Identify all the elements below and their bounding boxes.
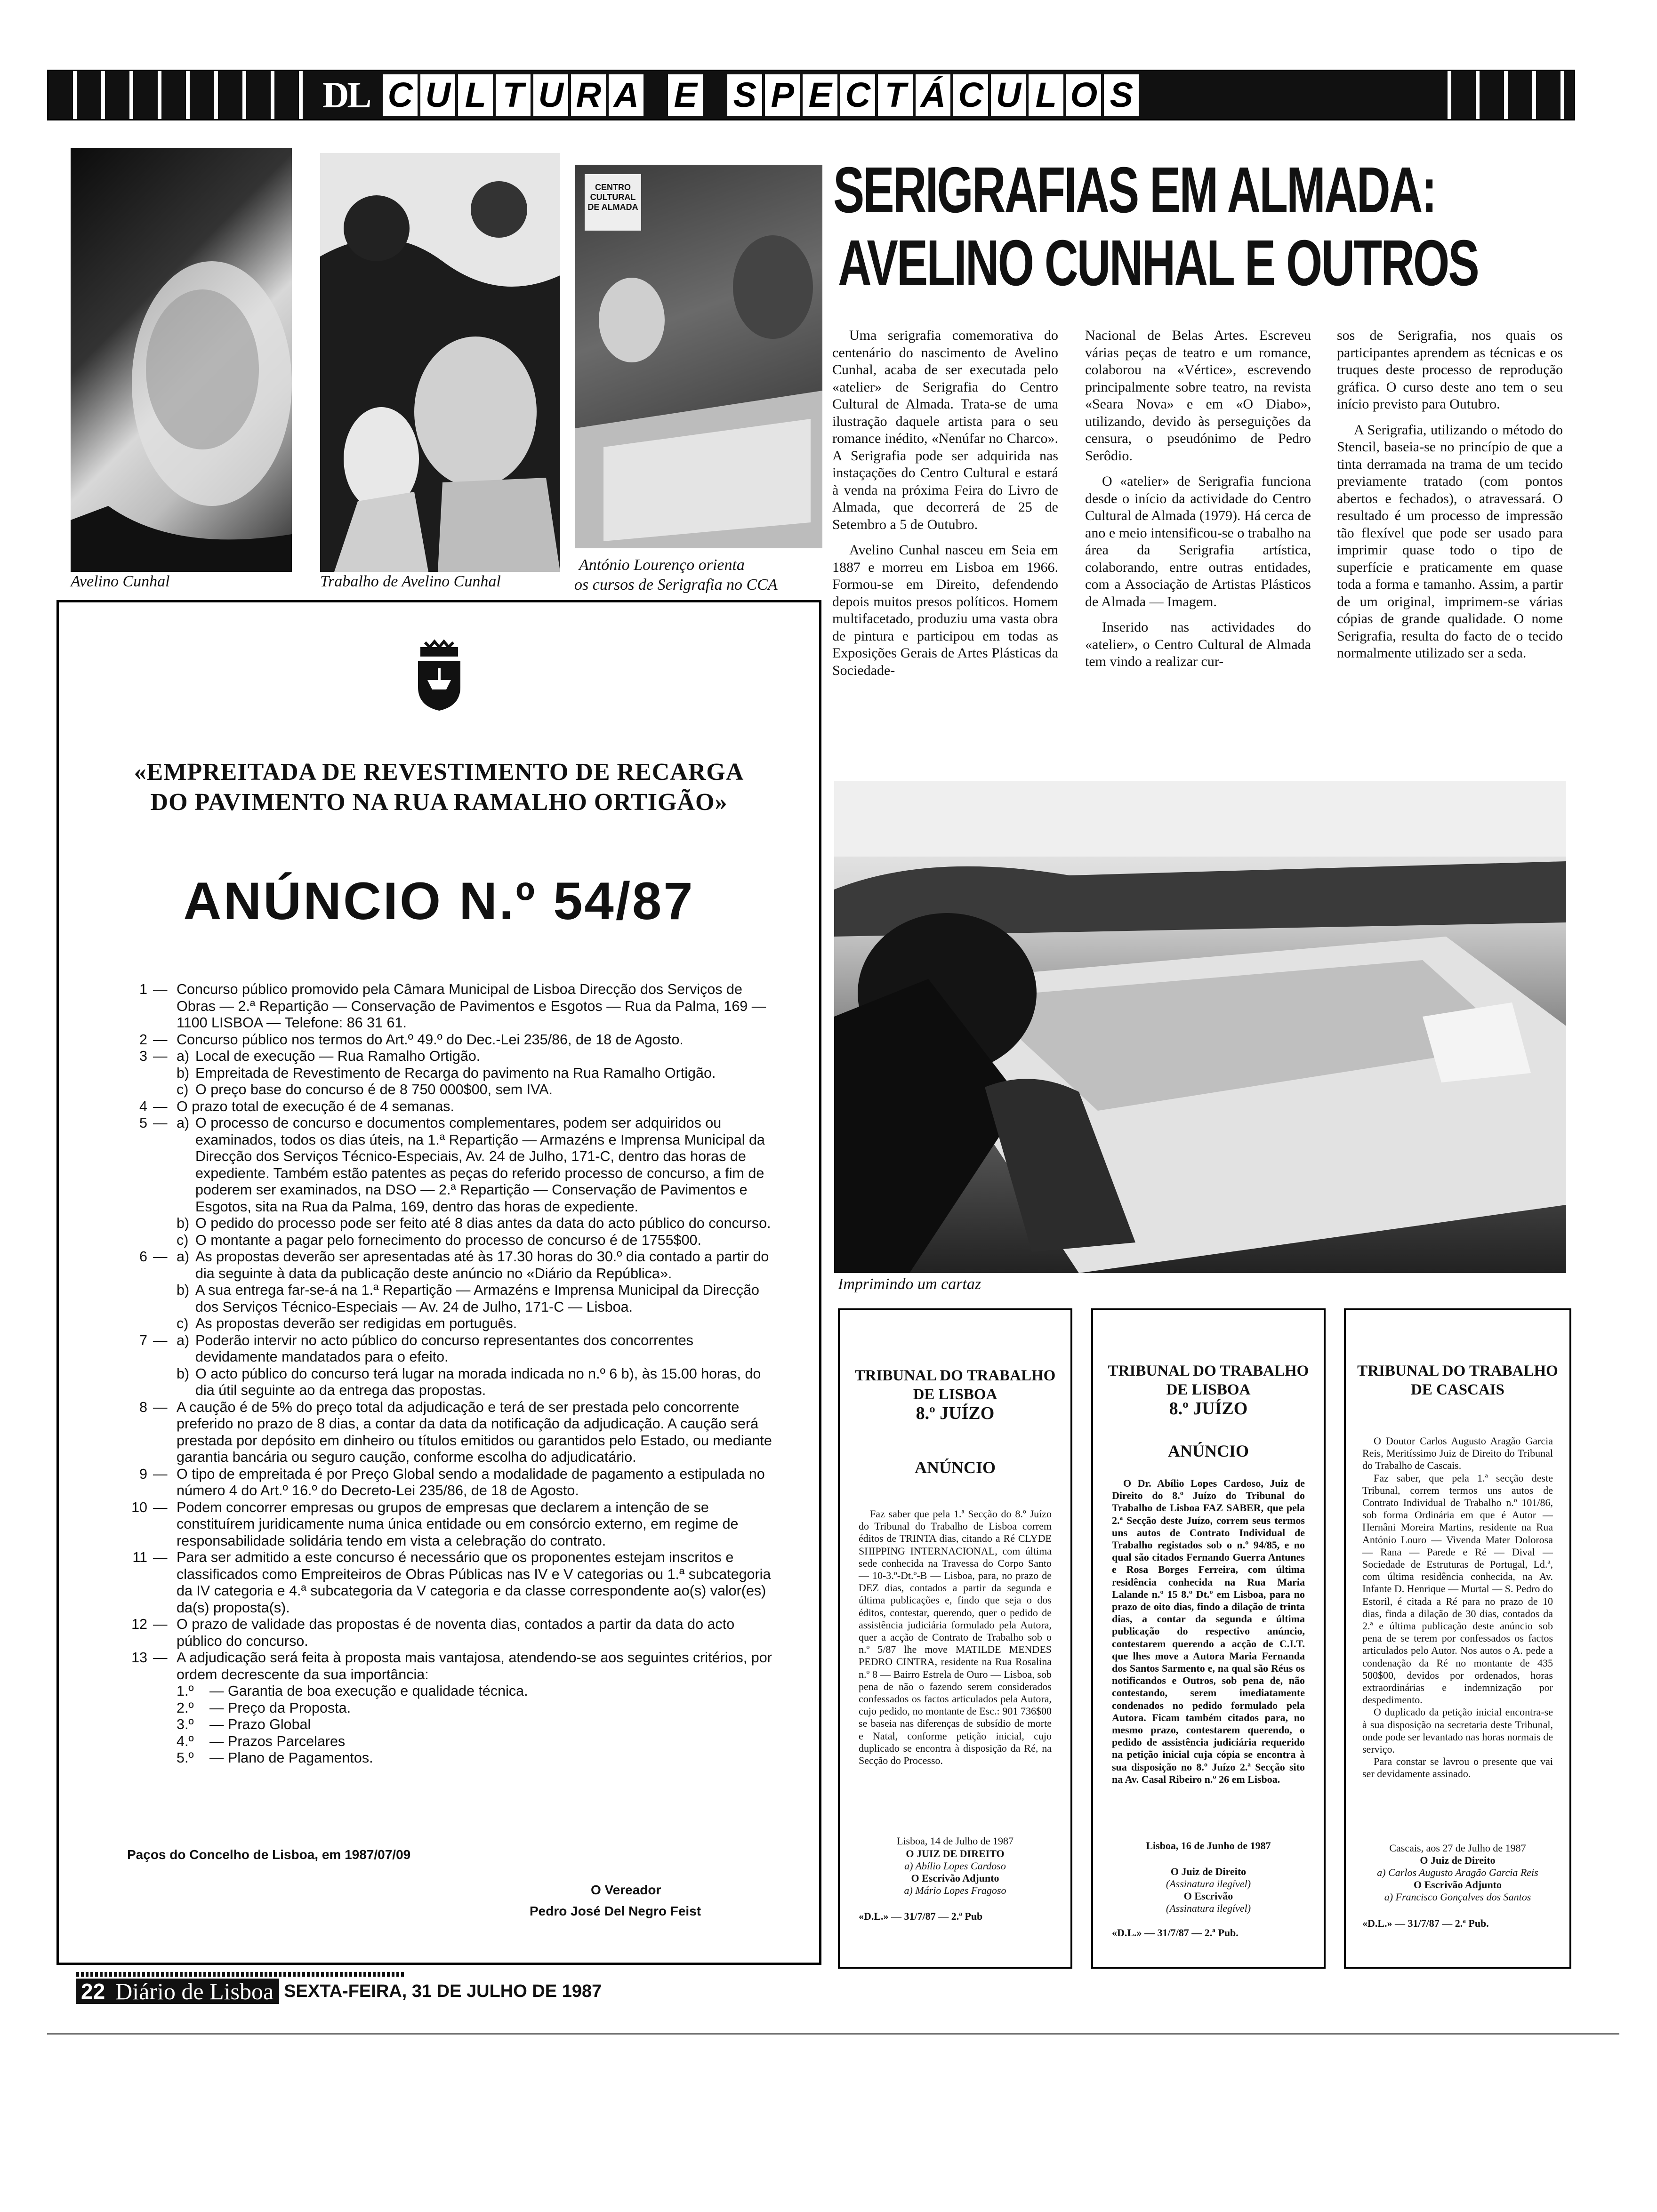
notice-item: 6 — a) As propostas deverão ser apresentadas até às 17.30 horas do 30.º dia contado a partir do dia seguinte à data da publicação deste anúncio no «Diário da República». b) A sua entrega far-se-á na 1.ª Repartição — Armazéns e Imprensa Municipal da Direcção dos Serviços Técnico-Especiais — Av. 24 de Julho, 171-C — Lisboa. c) As propostas deverão ser redigidas em português.: [139, 1249, 769, 1331]
tribunal-signer-title: O Juiz de Direito: [1170, 1866, 1247, 1877]
section-letter: U: [533, 74, 568, 116]
footer-rule: [76, 1972, 406, 1977]
section-letter: Á: [916, 74, 950, 116]
banner-stripes-left: [48, 71, 312, 119]
section-letter: P: [765, 74, 800, 116]
article-paragraph: A Serigrafia, utilizando o método do Stencil, baseia-se no princípio de que a tinta derramada na trama de um tecido previamente tratado (com pontos abertos e fechados), o atravessará. O resultado é um processo de impressão tão flexível que pode ser usado para imprimir quase todo o tipo de superfície e praticamente em quase toda a forma e tamanho. Assim, a partir de um original, imprimem-se várias cópias de grande qualidade. O nome Serigrafia, resulta do facto de o tecido normalmente utilizado ser a seda.: [1337, 422, 1563, 661]
banner-stripes-right: [1423, 71, 1574, 119]
article-column-1: [832, 327, 1058, 679]
notice-item: 3 — a) Local de execução — Rua Ramalho Ortigão. b) Empreitada de Revestimento de Recarga do pavimento na Rua Ramalho Ortigão. c) O preço base do concurso é de 8 750 000$00, sem IVA.: [139, 1048, 716, 1098]
section-letter: E: [668, 74, 703, 116]
notice-number: ANÚNCIO N.º 54/87: [183, 872, 695, 930]
notice-item: 8 — A caução é de 5% do preço total da adjudicação e terá de ser prestada pelo concorrente preferido no prazo de 8 dias, a contar da data da notificação da adjudicação. A caução será prestada por depósito em dinheiro ou títulos emitidos ou garantidos pelo Estado, ou mediante garantia bancária ou seguro caução, conforme escolha do adjudicatário.: [139, 1399, 772, 1465]
section-letter: T: [878, 74, 913, 116]
bottom-rule: [47, 2033, 1619, 2035]
tribunal-heading: DE LISBOA: [913, 1386, 997, 1403]
section-title: [380, 74, 1139, 116]
tribunal-signer-name: a) Carlos Augusto Aragão Garcia Reis: [1377, 1867, 1538, 1878]
section-letter: S: [1104, 74, 1139, 116]
section-banner: [47, 70, 1575, 120]
photo-imprimindo-cartaz: [834, 781, 1566, 1273]
poster-text: CENTRO CULTURAL DE ALMADA: [585, 174, 641, 231]
notice-signer-name: Pedro José Del Negro Feist: [530, 1904, 701, 1918]
tribunal-heading: DE CASCAIS: [1411, 1381, 1504, 1398]
tribunal-signer-name: (Assinatura ilegível): [1166, 1878, 1251, 1890]
newspaper-name: Diário de Lisboa: [110, 1979, 279, 2004]
tribunal-heading: TRIBUNAL DO TRABALHO: [1357, 1362, 1558, 1379]
tribunal-publication: «D.L.» — 31/7/87 — 2.ª Pub.: [1362, 1917, 1489, 1929]
caption-antonio-lourenco-1: António Lourenço orienta: [579, 556, 745, 574]
notice-place-date: Paços do Concelho de Lisboa, em 1987/07/09: [127, 1847, 411, 1862]
article-paragraph: Nacional de Belas Artes. Escreveu várias peças de teatro e um romance, colaborou na «Vértice», escrevendo principalmente sobre teatro, na revista «Seara Nova» e em «O Diabo», utilizando, devido às perseguições da censura, o pseudónimo de Pedro Serôdio.: [1085, 328, 1311, 464]
section-letter: R: [571, 74, 606, 116]
notice-item: 11 — Para ser admitido a este concurso é necessário que os proponentes estejam inscritos e classificados como Empreiteiros de Obras Públicas nas IV e V categorias ou 1.ª subcategoria da IV categoria e 4.ª subcategoria da V categoria e da classe correspondente ao(s) valor(es) da(s) proposta(s).: [132, 1549, 771, 1616]
notice-item: 1 — Concurso público promovido pela Câmara Municipal de Lisboa Direcção dos Serviços de Obras — 2.ª Repartição — Conservação de Pavimentos e Esgotos — Rua da Palma, 169 — 1100 LISBOA — Telefone: 86 31 61.: [139, 981, 766, 1031]
notice-item: 4 — O prazo total de execução é de 4 semanas.: [139, 1098, 455, 1114]
caption-trabalho-avelino: Trabalho de Avelino Cunhal: [320, 573, 501, 590]
tribunal-publication: «D.L.» — 31/7/87 — 2.ª Pub: [859, 1910, 983, 1922]
tribunal-signer-title: O JUIZ DE DIREITO: [906, 1848, 1005, 1859]
notice-item: 12 — O prazo de validade das propostas é de noventa dias, contados a partir da data do acto público do concurso.: [131, 1616, 735, 1649]
caption-imprimindo-cartaz: Imprimindo um cartaz: [838, 1275, 981, 1293]
tribunal-heading: TRIBUNAL DO TRABALHO: [1108, 1362, 1309, 1379]
caption-antonio-lourenco-2: os cursos de Serigrafia no CCA: [574, 576, 778, 593]
notice-item: 9 — O tipo de empreitada é por Preço Global sendo a modalidade de pagamento a estipulada no número 4 do Art.º 16.º do Decreto-Lei 235/86, de 18 de Agosto.: [139, 1466, 765, 1499]
section-letter: U: [991, 74, 1026, 116]
tribunal-heading: TRIBUNAL DO TRABALHO: [854, 1367, 1056, 1384]
newspaper-logo: DL: [312, 74, 380, 116]
notice-item: 7 — a) Poderão intervir no acto público do concurso representantes dos concorrentes devidamente mandatados para o efeito. b) O acto público do concurso terá lugar na morada indicada no n.º 6 b), às 15.00 horas, do dia útil seguinte ao da entrega das propostas.: [139, 1332, 761, 1398]
section-letter: T: [496, 74, 531, 116]
public-works-notice: [56, 600, 821, 1965]
tribunal-signer-title: O Escrivão Adjunto: [911, 1872, 999, 1884]
section-letter: L: [1029, 74, 1063, 116]
tribunal-heading: DE LISBOA: [1166, 1381, 1251, 1398]
tribunal-date: Cascais, aos 27 de Julho de 1987: [1389, 1842, 1526, 1854]
tribunal-signer-name: a) Francisco Gonçalves dos Santos: [1384, 1891, 1531, 1903]
tribunal-body: Faz saber que pela 1.ª Secção do 8.º Juízo do Tribunal do Trabalho de Lisboa correm éditos de TRINTA dias, citando a Ré CLYDE SHIPPING INTERNACIONAL, com última sede conhecida na Travessa do Corpo Santo — 10-3.º-Dt.º-B — Lisboa, para, no prazo de DEZ dias, contados a partir da segunda e última publicações e, findo que seja o dos éditos, contestar, querendo, quer o pedido de assistência judiciária formulado pela Autora, quer a acção de Contrato de Trabalho sob o n.º 5/87 lhe move MATILDE MENDES PEDRO CINTRA, residente na Rua Rosalina n.º 8 — Bairro Estrela de Ouro — Lisboa, sob pena de não o fazendo serem considerados confessados os factos articulados pela Autora, cujo pedido, no montante de Esc.: 901 736$00 se baseia nas diferenças de subsídio de morte e Natal, conforme petição inicial, cujo duplicado se encontra à disposição da Ré, na Secção do Processo.: [859, 1508, 1052, 1767]
issue-date: SEXTA-FEIRA, 31 DE JULHO DE 1987: [284, 1981, 602, 2001]
section-letter: O: [1066, 74, 1101, 116]
tribunal-body: O Dr. Abílio Lopes Cardoso, Juiz de Direito do 8.º Juízo do Tribunal do Trabalho de Lisboa FAZ SABER, que pela 2.ª Secção deste Juízo, correm seus termos uns autos de Contrato Individual de Trabalho registados sob o n.º 94/85, e no qual são citados Fernando Guerra Antunes e Rosa Borges Ferreira, com última residência conhecida na Rua Maria Lalande n.º 15 8.º Dt.º em Lisboa, para no prazo de oito dias, findo a dilação de trinta dias, a contar da segunda e última publicação do respectivo anúncio, contestarem querendo a acção de C.I.T. que lhes move a Autora Maria Fernanda dos Santos Sarmento e, na qual são Réus os notificandos e Outros, sob pena de, não contestando, serem imediatamente condenados no pedido formulado pela Autora. Ficam também citados para, no mesmo prazo, contestarem querendo, o pedido de assistência judiciária requerido na petição inicial cuja cópia se encontra à sua disposição no 8.º Juízo 2.ª Secção sito na Av. Casal Ribeiro n.º 26 em Lisboa.: [1112, 1477, 1305, 1785]
section-letter: L: [458, 74, 493, 116]
notice-title-2: DO PAVIMENTO NA RUA RAMALHO ORTIGÃO»: [150, 789, 728, 816]
photo-avelino-cunhal: [71, 148, 292, 572]
article-column-2: [1085, 327, 1311, 671]
article-paragraph: Avelino Cunhal nasceu em Seia em 1887 e morreu em Lisboa em 1966. Formou-se em Direito, defendendo depois muitos presos políticos. Homem multifacetado, produziu uma vasta obra de pintura e participou em todas as Exposições Gerais de Artes Plásticas da Sociedade-: [832, 542, 1058, 678]
tribunal-signer-title: O Juiz de Direito: [1420, 1854, 1496, 1866]
page-number: 22: [76, 1979, 110, 2004]
section-letter: U: [420, 74, 455, 116]
tribunal-subheading: ANÚNCIO: [914, 1458, 996, 1477]
notice-item: 13 — A adjudicação será feita à proposta mais vantajosa, atendendo-se aos seguintes critérios, por ordem decrescente da sua importância: 1.º — Garantia de boa execução e qualidade técnica. 2.º — Preço da Proposta. 3.º — Prazo Global 4.º — Prazos Parcelares 5.º — Plano de Pagamentos.: [131, 1650, 772, 1766]
tribunal-date: Lisboa, 14 de Julho de 1987: [896, 1835, 1014, 1847]
tribunal-signer-title: O Escrivão Adjunto: [1413, 1879, 1502, 1891]
tribunal-signer-title: O Escrivão: [1183, 1890, 1233, 1902]
article-paragraph: Uma serigrafia comemorativa do centenário do nascimento de Avelino Cunhal, acaba de ser executada pelo «atelier» de Serigrafia do Centro Cultural de Almada. Trata-se de uma ilustração daquele artista para o seu romance inédito, «Nenúfar no Charco». A Serigrafia pode ser adquirida nas instaçações do Centro Cultural e estará à venda na próxima Feira do Livro de Almada, que decorrerá de 25 de Setembro a 5 de Outubro.: [832, 328, 1058, 532]
article-paragraph: Inserido nas actividades do «atelier», o Centro Cultural de Almada tem vindo a realizar cur-: [1085, 619, 1311, 669]
notice-signer-title: O Vereador: [591, 1883, 661, 1897]
tribunal-notice-lisboa-1: [838, 1308, 1072, 1969]
headline-line-2: AVELINO CUNHAL E OUTROS: [838, 227, 1478, 299]
notice-item: 10 — Podem concorrer empresas ou grupos de empresas que declarem a intenção de se constituírem juridicamente numa única entidade ou em consórcio externo, em regime de responsabilidade solidária tendo em vista a celebração do contrato.: [131, 1499, 739, 1549]
tribunal-body: O Doutor Carlos Augusto Aragão Garcia Reis, Meritíssimo Juiz de Direito do Tribunal do Trabalho de Cascais. Faz saber, que pela 1.ª secção deste Tribunal, correm termos uns autos de Contrato Individual de Trabalho n.º 101/86, sob forma Ordinária em que é Autor — Hernâni Moreira Martins, residente na Rua António Louro — Vivenda Mater Dolorosa — Rana — Parede e Ré — Dival — Sociedade de Estruturas de Portugal, Ld.ª, com última residência conhecida, na Av. Infante D. Henrique — Murtal — S. Pedro do Estoril, é citada a Ré para no prazo de 10 dias, finda a dilação de 30 dias, contados da 2.ª e última publicação deste anúncio sob pena de se terem por confessados os factos articulados pelo Autor. Nos autos o A. pede a condenação da Ré no montante de 435 500$00, devidos por ordenados, horas extraordinárias e indemnização por despedimento. O duplicado da petição inicial encontra-se à sua disposição na secretaria deste Tribunal, onde pode ser levantado nas horas normais de serviço. Para constar se lavrou o presente que vai ser devidamente assinado.: [1362, 1435, 1553, 1780]
tribunal-heading: 8.º JUÍZO: [1169, 1399, 1248, 1419]
tribunal-notice-lisboa-2: [1091, 1308, 1326, 1969]
section-letter: C: [953, 74, 988, 116]
tribunal-notice-cascais: [1344, 1308, 1571, 1969]
section-letter: A: [609, 74, 643, 116]
tribunal-subheading: ANÚNCIO: [1167, 1442, 1249, 1460]
page-footer: [76, 1979, 602, 2004]
tribunal-publication: «D.L.» — 31/7/87 — 2.ª Pub.: [1112, 1927, 1239, 1939]
tribunal-signer-name: (Assinatura ilegível): [1166, 1902, 1251, 1914]
section-letter: C: [840, 74, 875, 116]
headline-line-1: SERIGRAFIAS EM ALMADA:: [833, 154, 1436, 226]
notice-items: [111, 981, 779, 1767]
lisbon-coat-of-arms-icon: [411, 638, 467, 713]
article-paragraph: O «atelier» de Serigrafia funciona desde o início da actividade do Centro Cultural de Almada (1979). Há cerca de ano e meio intensificou-se o trabalho na área da Serigrafia artística, colaborando, entre outras entidades, com a Associação de Artistas Plásticos de Almada — Imagem.: [1085, 473, 1311, 609]
section-letter: S: [727, 74, 762, 116]
photo-trabalho-avelino: [320, 153, 560, 572]
caption-avelino-cunhal: Avelino Cunhal: [71, 573, 170, 590]
notice-item: 2 — Concurso público nos termos do Art.º 49.º do Dec.-Lei 235/86, de 18 de Agosto.: [139, 1031, 684, 1048]
notice-item: 5 — a) O processo de concurso e documentos complementares, podem ser adquiridos ou examinados, todos os dias úteis, na 1.ª Repartição — Armazéns e Imprensa Municipal da Direcção dos Serviços Técnico-Especiais, Av. 24 de Julho, 171-C, dentro das horas de expediente. Também estão patentes as peças do referido processo de concurso, a fim de poderem ser examinados, na DSO — 2.ª Repartição — Conservação de Pavimentos e Esgotos, sita na Rua da Palma, 169, dentro das horas de expediente. b) O pedido do processo pode ser feito até 8 dias antes da data do acto público do concurso. c) O montante a pagar pelo fornecimento do processo de concurso é de 1755$00.: [139, 1115, 771, 1248]
tribunal-signer-name: a) Abílio Lopes Cardoso: [904, 1860, 1006, 1872]
photo-antonio-lourenco: [575, 165, 822, 548]
article-paragraph: sos de Serigrafia, nos quais os participantes aprendem as técnicas e os truques deste processo de reprodução gráfica. O curso deste ano tem o seu início previsto para Outubro.: [1337, 328, 1563, 412]
article-column-3: [1337, 327, 1563, 662]
tribunal-signer-name: a) Mário Lopes Fragoso: [904, 1884, 1006, 1896]
notice-title-1: «EMPREITADA DE REVESTIMENTO DE RECARGA: [134, 759, 744, 785]
section-letter: C: [383, 74, 418, 116]
section-letter: E: [803, 74, 837, 116]
tribunal-heading: 8.º JUÍZO: [916, 1403, 995, 1423]
tribunal-date: Lisboa, 16 de Junho de 1987: [1146, 1840, 1271, 1851]
